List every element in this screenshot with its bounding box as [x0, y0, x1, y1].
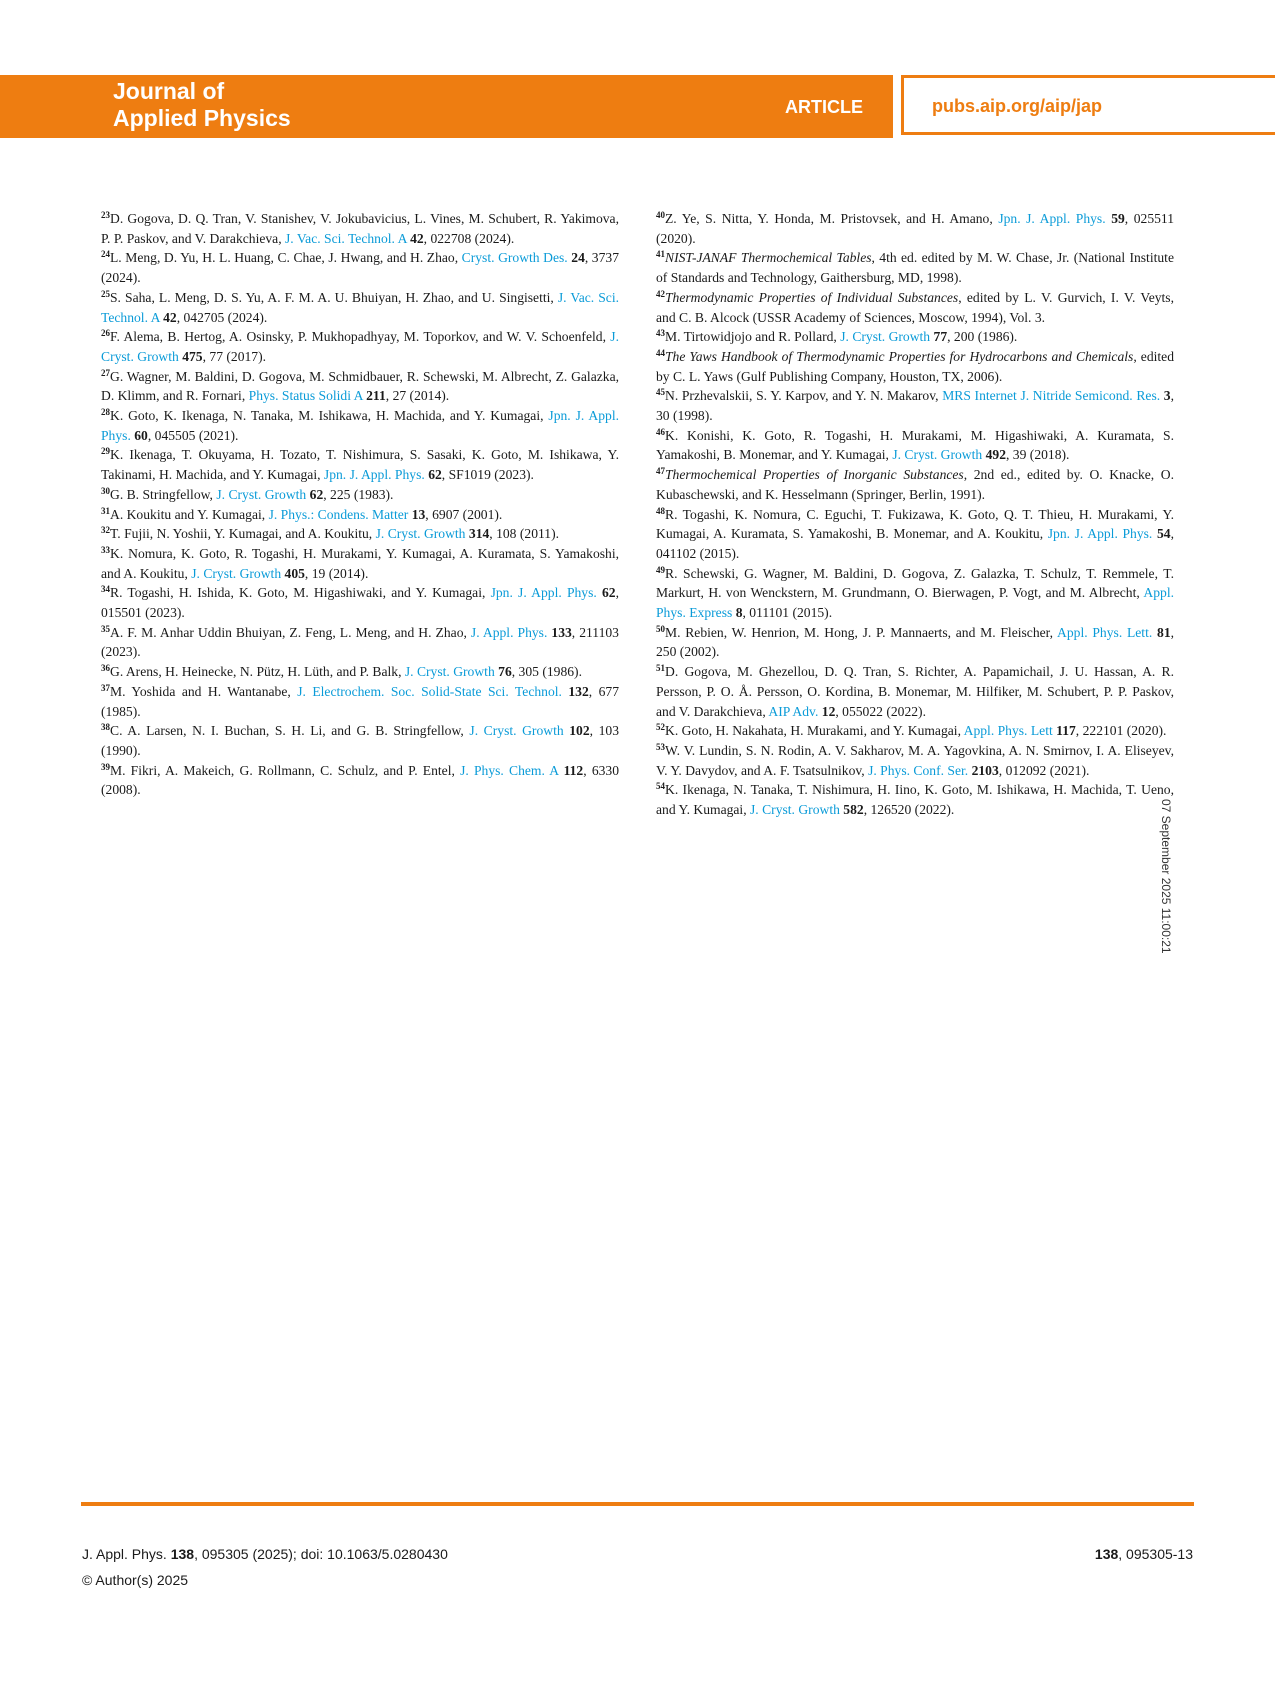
reference-text: G. Arens, H. Heinecke, N. Pütz, H. Lüth, and P. Balk, — [110, 664, 405, 680]
footer-citation-suffix: , 095305 (2025); doi: 10.1063/5.0280430 — [194, 1546, 448, 1562]
journal-link[interactable]: Phys. Status Solidi A — [248, 388, 363, 404]
journal-url-link[interactable]: pubs.aip.org/aip/jap — [932, 96, 1103, 116]
reference-text: , 200 (1986). — [947, 329, 1018, 345]
journal-title-line2: Applied Physics — [113, 105, 291, 131]
reference-number: 24 — [101, 249, 110, 260]
reference-text: , 015501 (2023). — [101, 585, 619, 621]
reference-43 — [656, 327, 1174, 347]
reference-44 — [656, 347, 1174, 386]
reference-text: , 041102 (2015). — [656, 526, 1174, 561]
reference-42 — [656, 288, 1174, 327]
volume-number: 62 — [428, 467, 442, 483]
volume-number: 76 — [498, 664, 512, 680]
reference-text: , 222101 (2020). — [1075, 723, 1167, 739]
reference-text: , SF1019 (2023). — [441, 467, 534, 483]
reference-text: , 011101 (2015). — [742, 605, 833, 621]
footer-citation — [82, 1546, 448, 1562]
reference-number: 44 — [656, 347, 665, 358]
journal-title[interactable] — [113, 78, 291, 132]
journal-link[interactable]: J. Cryst. Growth — [216, 486, 307, 502]
reference-text: , 103 (1990). — [101, 723, 620, 758]
volume-number: 475 — [182, 348, 203, 364]
reference-text: G. B. Stringfellow, — [110, 486, 217, 502]
reference-27 — [101, 367, 619, 406]
references-right-column — [656, 209, 1174, 820]
journal-link[interactable]: Jpn. J. Appl. Phys. — [1047, 526, 1153, 542]
journal-link[interactable]: Jpn. J. Appl. Phys. — [101, 408, 619, 443]
reference-number: 51 — [656, 663, 665, 674]
reference-text: K. Konishi, K. Goto, R. Togashi, H. Murakami, M. Higashiwaki, A. Kuramata, S. Yamakoshi, B. Monemar, and Y. Kumagai, — [656, 427, 1174, 463]
reference-number: 27 — [101, 367, 110, 378]
reference-number: 47 — [656, 466, 665, 477]
journal-link[interactable]: J. Vac. Sci. Technol. A — [101, 289, 619, 325]
reference-31 — [101, 505, 619, 525]
reference-text: , 025511 (2020). — [656, 211, 1175, 246]
reference-45 — [656, 386, 1174, 425]
journal-title-line1: Journal of — [113, 78, 225, 104]
reference-number: 23 — [101, 210, 110, 220]
volume-number: 81 — [1157, 624, 1171, 640]
reference-text: , 677 (1985). — [101, 683, 619, 719]
reference-35 — [101, 623, 619, 662]
journal-link[interactable]: Cryst. Growth Des. — [461, 250, 568, 266]
reference-text: , 77 (2017). — [202, 348, 267, 364]
reference-number: 26 — [101, 328, 110, 339]
reference-text: , 045505 (2021). — [147, 427, 239, 443]
reference-32 — [101, 524, 619, 544]
reference-23 — [101, 209, 619, 248]
book-title: Thermochemical Properties of Inorganic Substances — [665, 467, 964, 483]
journal-link[interactable]: Appl. Phys. Express — [656, 585, 1174, 621]
reference-26 — [101, 327, 619, 366]
reference-text: , 042705 (2024). — [176, 309, 268, 325]
reference-text: F. Alema, B. Hertog, A. Osinsky, P. Mukhopadhyay, M. Toporkov, and W. V. Schoenfeld, — [110, 329, 611, 345]
reference-41 — [656, 248, 1174, 287]
reference-text: , 211103 (2023). — [101, 624, 619, 660]
volume-number: 3 — [1163, 388, 1171, 404]
journal-link[interactable]: J. Cryst. Growth — [404, 664, 495, 680]
volume-number: 117 — [1056, 723, 1076, 739]
reference-text: , 27 (2014). — [385, 388, 450, 404]
volume-number: 13 — [411, 506, 426, 522]
reference-number: 35 — [101, 623, 110, 634]
reference-text: , 19 (2014). — [304, 565, 369, 581]
journal-link[interactable]: AIP Adv. — [768, 703, 819, 719]
reference-text: , 3737 (2024). — [101, 250, 619, 286]
reference-25 — [101, 288, 619, 327]
reference-text: R. Schewski, G. Wagner, M. Baldini, D. Gogova, Z. Galazka, T. Schulz, T. Remmele, T. Markurt, H. von Wenckstern, M. Grundmann, O. Bierwagen, P. Vogt, and M. Albrecht, — [656, 565, 1174, 601]
reference-text: D. Gogova, M. Ghezellou, D. Q. Tran, S. Richter, A. Papamichail, J. U. Hassan, A. R. Persson, P. O. Å. Persson, O. Kordina, B. Monemar, M. Hilfiker, M. Schubert, P. P. Paskov, and V. Darakchieva, — [656, 664, 1174, 719]
reference-33 — [101, 544, 619, 583]
reference-number: 31 — [101, 505, 110, 516]
reference-24 — [101, 248, 619, 287]
reference-text: K. Goto, K. Ikenaga, N. Tanaka, M. Ishikawa, H. Machida, and Y. Kumagai, — [110, 408, 549, 424]
reference-text: K. Ikenaga, N. Tanaka, T. Nishimura, H. Iino, K. Goto, M. Ishikawa, H. Machida, T. Ueno, and Y. Kumagai, — [656, 782, 1174, 818]
reference-text: , edited by C. L. Yaws (Gulf Publishing Company, Houston, TX, 2006). — [656, 348, 1174, 384]
book-title: NIST-JANAF Thermochemical Tables — [665, 250, 872, 266]
volume-number: 133 — [551, 624, 572, 640]
reference-text: D. Gogova, D. Q. Tran, V. Stanishev, V. Jokubavicius, L. Vines, M. Schubert, R. Yakimova, P. P. Paskov, and V. Darakchieva, — [101, 211, 619, 246]
journal-link[interactable]: Appl. Phys. Lett. — [1057, 624, 1153, 640]
volume-number: 211 — [366, 388, 386, 404]
download-timestamp: 07 September 2025 11:00:21 — [1159, 799, 1173, 954]
reference-text: , 6330 (2008). — [101, 762, 620, 798]
reference-number: 25 — [101, 288, 110, 299]
reference-text: , 30 (1998). — [656, 388, 1174, 424]
footer-citation-prefix: J. Appl. Phys. — [82, 1546, 171, 1562]
reference-text: M. Fikri, A. Makeich, G. Rollmann, C. Schulz, and P. Entel, — [110, 762, 461, 778]
reference-text: M. Rebien, W. Henrion, M. Hong, J. P. Mannaerts, and M. Fleischer, — [665, 624, 1058, 640]
reference-number: 43 — [656, 328, 665, 339]
reference-text: , 6907 (2001). — [425, 506, 503, 522]
reference-51 — [656, 662, 1174, 721]
volume-number: 62 — [309, 486, 324, 502]
journal-link[interactable]: J. Phys. Conf. Ser. — [868, 762, 969, 778]
journal-link[interactable]: J. Electrochem. Soc. Solid-State Sci. Technol. — [297, 683, 562, 699]
reference-text: , 250 (2002). — [656, 624, 1175, 660]
reference-text: K. Nomura, K. Goto, R. Togashi, H. Murakami, Y. Kumagai, A. Kuramata, S. Yamakoshi, and A. Koukitu, — [101, 545, 619, 581]
volume-number: 24 — [571, 250, 585, 266]
reference-text: , 055022 (2022). — [835, 703, 926, 719]
reference-text: L. Meng, D. Yu, H. L. Huang, C. Chae, J. Hwang, and H. Zhao, — [110, 250, 462, 266]
reference-text: G. Wagner, M. Baldini, D. Gogova, M. Schmidbauer, R. Schewski, M. Albrecht, Z. Galazka, D. Klimm, and R. Fornari, — [101, 368, 619, 404]
journal-link[interactable]: J. Cryst. Growth — [892, 447, 983, 463]
journal-link[interactable]: J. Cryst. Growth — [469, 723, 564, 739]
reference-number: 46 — [656, 426, 665, 437]
reference-number: 45 — [656, 387, 665, 398]
reference-text: , 225 (1983). — [323, 486, 394, 502]
reference-39 — [101, 761, 619, 800]
journal-link[interactable]: Jpn. J. Appl. Phys. — [998, 211, 1106, 226]
journal-link[interactable]: J. Phys.: Condens. Matter — [268, 506, 409, 522]
volume-number: 42 — [410, 230, 424, 246]
volume-number: 582 — [843, 802, 864, 818]
volume-number: 492 — [985, 447, 1006, 463]
reference-28 — [101, 406, 619, 445]
reference-number: 54 — [656, 781, 665, 792]
volume-number: 60 — [134, 427, 148, 443]
reference-29 — [101, 445, 619, 484]
journal-link[interactable]: J. Appl. Phys. — [470, 624, 548, 640]
reference-text: , 126520 (2022). — [863, 802, 955, 818]
article-type-label: ARTICLE — [785, 97, 863, 117]
reference-text: , 108 (2011). — [489, 526, 560, 542]
reference-48 — [656, 505, 1174, 564]
volume-number: 8 — [735, 605, 743, 621]
journal-link[interactable]: J. Phys. Chem. A — [460, 762, 559, 778]
book-title: The Yaws Handbook of Thermodynamic Properties for Hydrocarbons and Chemicals — [665, 348, 1134, 364]
reference-number: 33 — [101, 544, 110, 555]
reference-52 — [656, 721, 1174, 741]
reference-text: K. Ikenaga, T. Okuyama, H. Tozato, T. Nishimura, S. Sasaki, K. Goto, M. Ishikawa, Y. Takinami, H. Machida, and Y. Kumagai, — [101, 447, 619, 483]
volume-number: 77 — [933, 329, 948, 345]
reference-number: 29 — [101, 446, 110, 457]
reference-text: M. Tirtowidjojo and R. Pollard, — [665, 329, 841, 345]
reference-text: S. Saha, L. Meng, D. S. Yu, A. F. M. A. U. Bhuiyan, H. Zhao, and U. Singisetti, — [110, 289, 558, 305]
book-title: Thermodynamic Properties of Individual Substances — [665, 289, 959, 305]
reference-text: , edited by L. V. Gurvich, I. V. Veyts, and C. B. Alcock (USSR Academy of Sciences, Moscow, 1994), Vol. 3. — [656, 289, 1174, 325]
reference-number: 37 — [101, 682, 110, 693]
reference-37 — [101, 682, 619, 721]
reference-47 — [656, 465, 1174, 504]
journal-link[interactable]: J. Cryst. Growth — [750, 802, 840, 818]
footer-copyright: © Author(s) 2025 — [82, 1572, 189, 1588]
reference-46 — [656, 426, 1174, 465]
reference-text: Z. Ye, S. Nitta, Y. Honda, M. Pristovsek, and H. Amano, — [665, 211, 999, 226]
reference-text: M. Yoshida and H. Wantanabe, — [110, 683, 298, 699]
references-left-column — [101, 209, 619, 800]
reference-text: N. Przhevalskii, S. Y. Karpov, and Y. N. Makarov, — [665, 388, 943, 404]
volume-number: 2103 — [971, 762, 999, 778]
reference-number: 53 — [656, 741, 665, 752]
reference-text: , 305 (1986). — [511, 664, 582, 680]
reference-number: 50 — [656, 623, 665, 634]
footer-divider — [81, 1502, 1194, 1506]
reference-number: 40 — [656, 210, 665, 220]
reference-50 — [656, 623, 1174, 662]
reference-30 — [101, 485, 619, 505]
reference-number: 49 — [656, 564, 665, 575]
reference-text: , 2nd ed., edited by. O. Knacke, O. Kubaschewski, and K. Hesselmann (Springer, Berlin, 1991). — [656, 467, 1174, 502]
volume-number: 112 — [563, 762, 584, 778]
reference-number: 34 — [101, 584, 110, 595]
reference-text: R. Togashi, K. Nomura, C. Eguchi, T. Fukizawa, K. Goto, Q. T. Thieu, H. Murakami, Y. Kumagai, A. Kuramata, S. Yamakoshi, B. Monemar, and A. Koukitu, — [656, 506, 1174, 542]
journal-link[interactable]: Jpn. J. Appl. Phys. — [323, 467, 425, 483]
reference-number: 36 — [101, 663, 110, 674]
reference-text: , 012092 (2021). — [998, 762, 1090, 778]
reference-text: , 022708 (2024). — [423, 230, 515, 246]
journal-link[interactable]: J. Cryst. Growth — [840, 329, 931, 345]
journal-link[interactable]: J. Cryst. Growth — [101, 329, 619, 364]
reference-text: K. Goto, H. Nakahata, H. Murakami, and Y. Kumagai, — [665, 723, 964, 739]
journal-link[interactable]: J. Cryst. Growth — [191, 565, 282, 581]
reference-text: T. Fujii, N. Yoshii, Y. Kumagai, and A. Koukitu, — [110, 526, 376, 542]
volume-number: 42 — [163, 309, 177, 325]
journal-link[interactable]: Appl. Phys. Lett — [963, 723, 1053, 739]
journal-link[interactable]: MRS Internet J. Nitride Semicond. Res. — [942, 388, 1161, 404]
reference-text: C. A. Larsen, N. I. Buchan, S. H. Li, and G. B. Stringfellow, — [110, 723, 470, 739]
volume-number: 59 — [1111, 211, 1125, 226]
volume-number: 102 — [569, 723, 590, 739]
reference-text: , 4th ed. edited by M. W. Chase, Jr. (National Institute of Standards and Technology, Gaithersburg, MD, 1998). — [656, 250, 1174, 286]
reference-36 — [101, 662, 619, 682]
volume-number: 54 — [1157, 526, 1171, 542]
journal-link[interactable]: J. Cryst. Growth — [375, 526, 466, 542]
reference-number: 41 — [656, 249, 665, 260]
reference-38 — [101, 721, 619, 760]
reference-number: 38 — [101, 722, 110, 733]
reference-34 — [101, 583, 619, 622]
reference-number: 39 — [101, 761, 110, 772]
journal-link[interactable]: J. Vac. Sci. Technol. A — [285, 230, 407, 246]
footer-page-suffix: , 095305-13 — [1118, 1546, 1193, 1562]
reference-number: 30 — [101, 485, 110, 496]
reference-number: 48 — [656, 505, 665, 516]
reference-number: 32 — [101, 525, 110, 536]
reference-text: W. V. Lundin, S. N. Rodin, A. V. Sakharov, M. A. Yagovkina, A. N. Smirnov, I. A. Eliseyev, V. Y. Davydov, and A. F. Tsatsulnikov, — [656, 742, 1174, 778]
volume-number: 314 — [468, 526, 490, 542]
reference-text: R. Togashi, H. Ishida, K. Goto, M. Higashiwaki, and Y. Kumagai, — [110, 585, 491, 601]
volume-number: 12 — [821, 703, 836, 719]
reference-text: , 39 (2018). — [1006, 447, 1070, 463]
reference-number: 42 — [656, 288, 665, 299]
footer-page-number — [1095, 1546, 1193, 1562]
volume-number: 405 — [284, 565, 305, 581]
reference-54 — [656, 780, 1174, 819]
reference-number: 28 — [101, 407, 110, 418]
reference-text: A. F. M. Anhar Uddin Bhuiyan, Z. Feng, L. Meng, and H. Zhao, — [110, 624, 471, 640]
reference-53 — [656, 741, 1174, 780]
reference-number: 52 — [656, 722, 665, 733]
footer-citation-volume: 138 — [170, 1546, 195, 1562]
reference-text: A. Koukitu and Y. Kumagai, — [110, 506, 269, 522]
reference-40 — [656, 209, 1174, 248]
volume-number: 62 — [602, 585, 616, 601]
footer-page-volume: 138 — [1094, 1546, 1119, 1562]
journal-link[interactable]: Jpn. J. Appl. Phys. — [490, 585, 597, 601]
volume-number: 132 — [568, 683, 589, 699]
reference-49 — [656, 564, 1174, 623]
